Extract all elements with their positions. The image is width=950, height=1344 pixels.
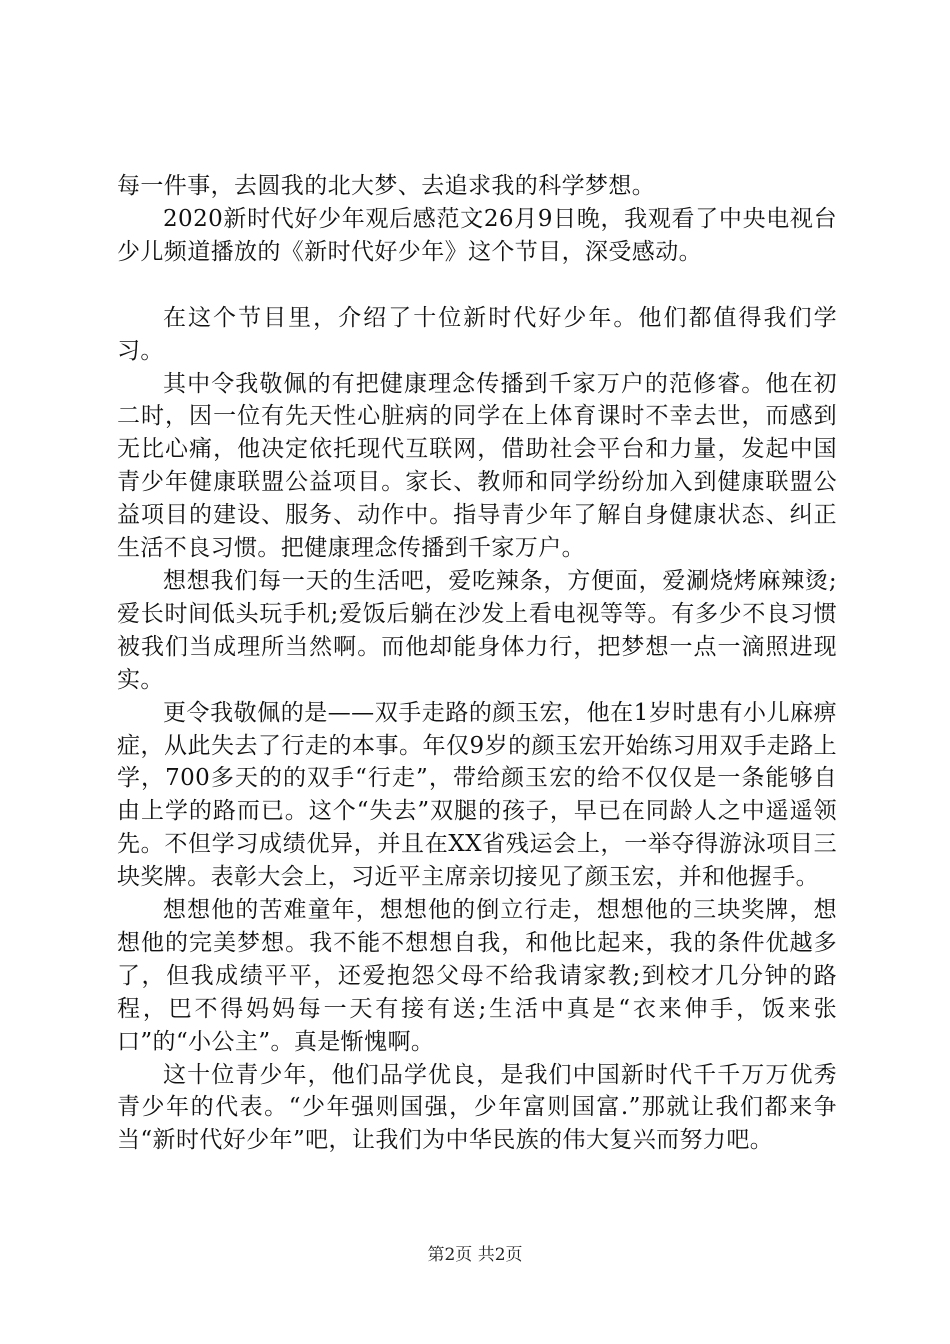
page-footer: 第2页 共2页 (427, 1245, 523, 1265)
paragraph-4: 其中令我敬佩的有把健康理念传播到千家万户的范修睿。他在初二时，因一位有先天性心脏病的同学在上体育课时不幸去世，而感到无比心痛，他决定依托现代互联网，借助社会平台和力量，发起中国青少年健康联盟公益项目。家长、教师和同学纷纷加入到健康联盟公益项目的建设、服务、动作中。指导青少年了解自身健康状态、纠正生活不良习惯。把健康理念传播到千家万户。 (117, 370, 837, 562)
paragraph-6: 更令我敬佩的是——双手走路的颜玉宏，他在1岁时患有小儿麻痹症，从此失去了行走的本事。年仅9岁的颜玉宏开始练习用双手走路上学，700多天的的双手“行走”，带给颜玉宏的给不仅仅是一条能够自由上学的路而已。这个“失去”双腿的孩子，早已在同龄人之中遥遥领先。不但学习成绩优异，并且在XX省残运会上，一举夺得游泳项目三块奖牌。表彰大会上，习近平主席亲切接见了颜玉宏，并和他握手。 (117, 699, 837, 891)
paragraph-2: 2020新时代好少年观后感范文26月9日晚，我观看了中央电视台少儿频道播放的《新时代好少年》这个节目，深受感动。 (117, 205, 837, 265)
paragraph-1: 每一件事，去圆我的北大梦、去追求我的科学梦想。 (117, 173, 656, 199)
paragraph-3: 在这个节目里，介绍了十位新时代好少年。他们都值得我们学习。 (117, 304, 837, 364)
paragraph-5: 想想我们每一天的生活吧，爱吃辣条，方便面，爱涮烧烤麻辣烫;爱长时间低头玩手机;爱饭后躺在沙发上看电视等等。有多少不良习惯被我们当成理所当然啊。而他却能身体力行，把梦想一点一滴照进现实。 (117, 567, 837, 693)
paragraph-8: 这十位青少年，他们品学优良，是我们中国新时代千千万万优秀青少年的代表。“少年强则国强，少年富则国富.”那就让我们都来争当“新时代好少年”吧，让我们为中华民族的伟大复兴而努力吧。 (117, 1061, 837, 1154)
paragraph-7: 想想他的苦难童年，想想他的倒立行走，想想他的三块奖牌，想想他的完美梦想。我不能不想想自我，和他比起来，我的条件优越多了，但我成绩平平，还爱抱怨父母不给我请家教;到校才几分钟的路程，巴不得妈妈每一天有接有送;生活中真是“衣来伸手，饭来张口”的“小公主”。真是惭愧啊。 (117, 897, 837, 1055)
document-body (117, 170, 837, 1157)
